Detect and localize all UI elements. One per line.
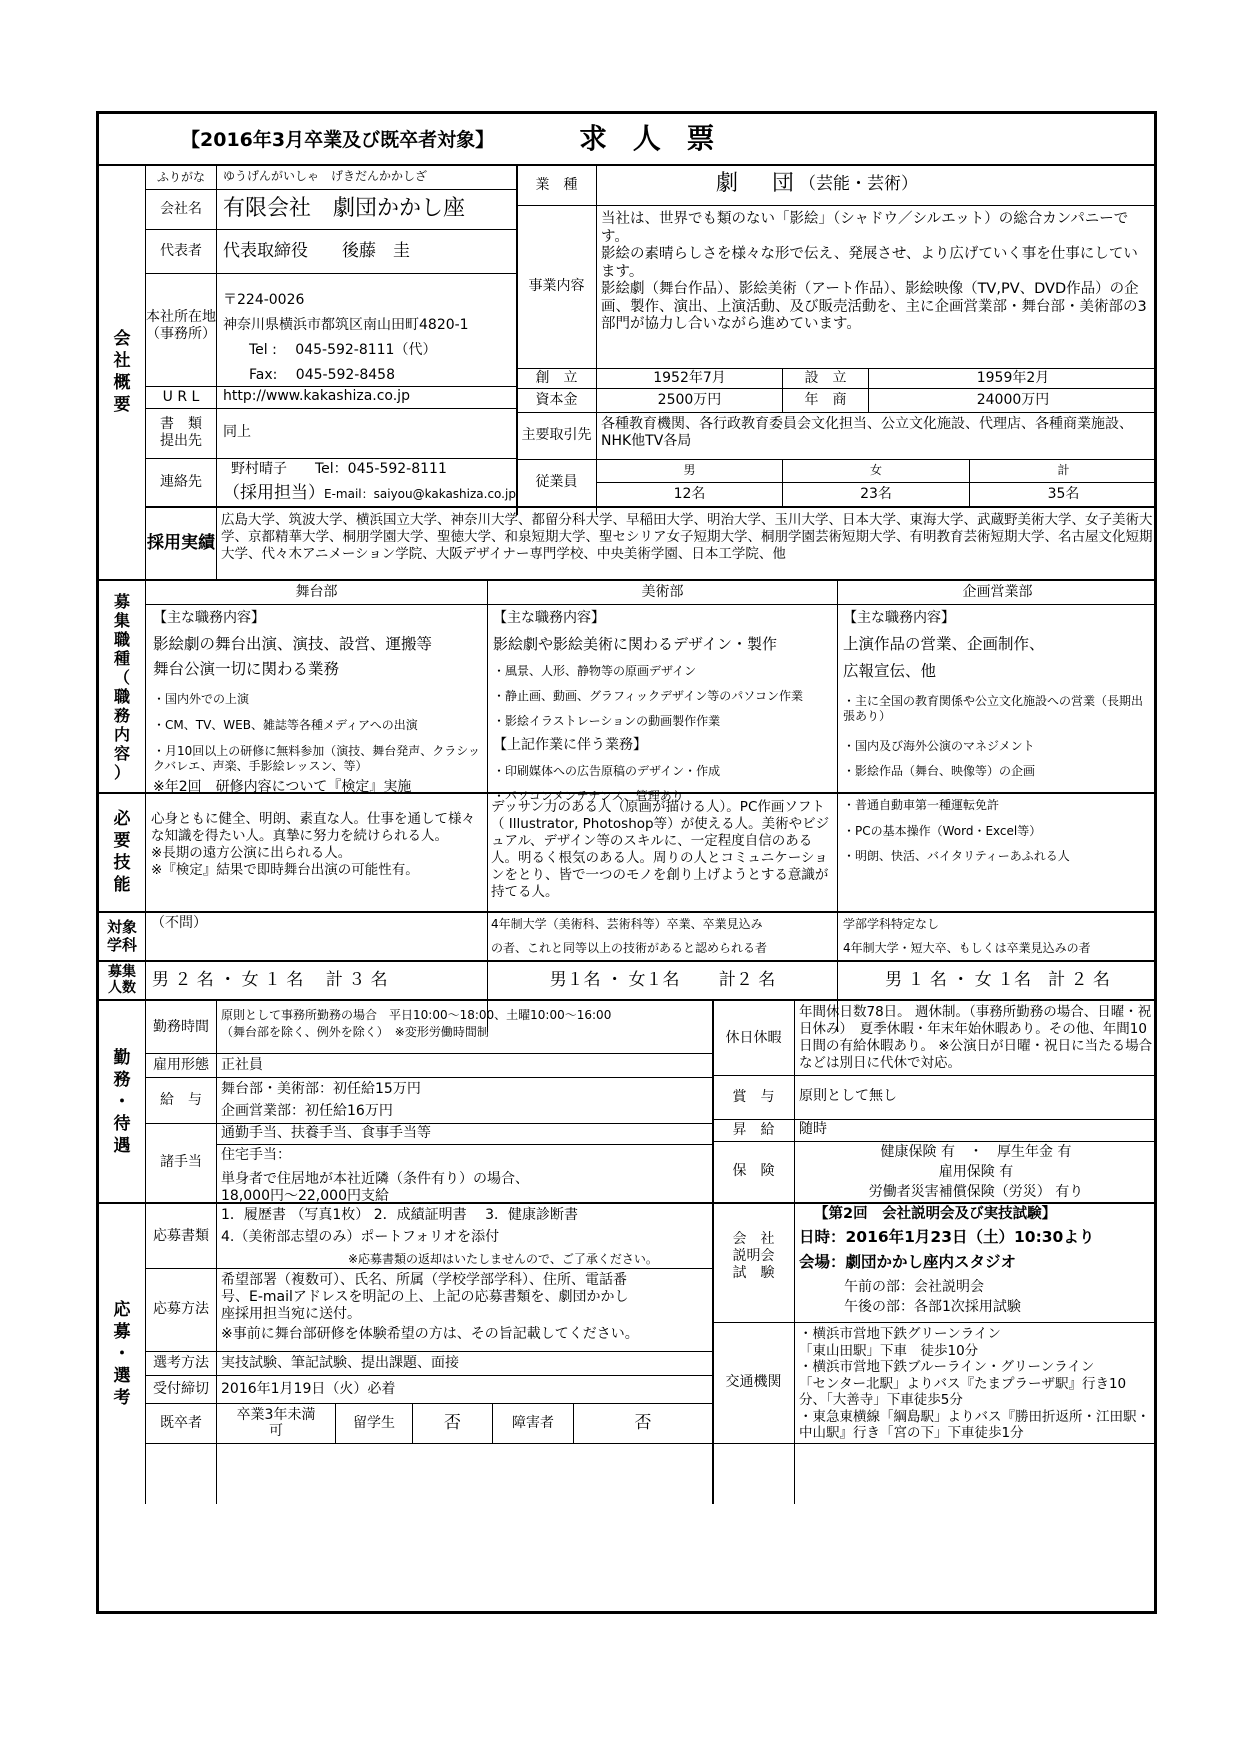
subjects-plan-1: 学部学科特定なし	[843, 917, 940, 931]
deadline-label: 受付締切	[153, 1380, 209, 1397]
intl-value: 否	[444, 1413, 461, 1433]
raise-label: 昇 給	[732, 1121, 775, 1138]
salary-line-1: 舞台部・美術部：初任給15万円	[221, 1081, 421, 1097]
info-line-1: 【第2回 会社説明会及び実技試験】	[814, 1206, 1057, 1222]
revenue-label: 年 商	[804, 391, 847, 408]
insurance-line-1: 健康保険 有 ・ 厚生年金 有	[880, 1143, 1072, 1160]
disabled-label: 障害者	[512, 1414, 554, 1431]
rep-label: 代表者	[160, 242, 202, 259]
art-l1: 影絵劇や影絵美術に関わるデザイン・製作	[493, 635, 777, 653]
industry-label: 業 種	[535, 176, 578, 193]
headcount-plan: 男 １ 名 ・ 女 １名 計 ２ 名	[885, 970, 1110, 990]
page-title: 求 人 票	[579, 122, 723, 155]
art-l7: ・パソコンメンテナンス、管理あり	[493, 789, 684, 803]
salary-line-2: 企画営業部：初任給16万円	[221, 1103, 393, 1119]
stage-l3: ・国内外での上演	[153, 692, 250, 706]
type-label: 雇用形態	[153, 1056, 209, 1073]
selection-value: 実技試験、筆記試験、提出課題、面接	[221, 1355, 459, 1371]
emp-header-total: 計	[1057, 463, 1070, 477]
plan-head: 【主な職務内容】	[843, 610, 955, 626]
headcount-section-label: 募集 人数	[108, 964, 136, 996]
intl-label: 留学生	[353, 1414, 395, 1431]
info-line-2: 日時：2016年1月23日（土）10:30より	[799, 1228, 1095, 1246]
allowance-line-2: 住宅手当：	[221, 1147, 291, 1163]
bonus-label: 賞 与	[732, 1088, 775, 1105]
art-l5: 【上記作業に伴う業務】	[493, 737, 647, 753]
subjects-stage: （不問）	[151, 915, 207, 931]
contact-email: E-mail：saiyou@kakashiza.co.jp	[324, 487, 516, 501]
subjects-art-2: の者、これと同等以上の技術があると認められる者	[491, 941, 768, 955]
subjects-plan-2: 4年制大学・短大卒、もしくは卒業見込みの者	[843, 941, 1091, 955]
art-l4: ・影絵イラストレーションの動画製作作業	[493, 714, 721, 728]
docs-value: 同上	[223, 424, 251, 440]
job-offer-sheet	[96, 111, 1157, 1614]
apply-docs-1: 1．履歴書 （写真1枚） 2．成績証明書 3．健康診断書	[221, 1207, 578, 1223]
plan-l4: ・国内及び海外公演のマネジメント	[843, 739, 1035, 753]
established-value: 1959年2月	[976, 369, 1050, 386]
plan-l2: 広報宣伝、他	[843, 662, 937, 680]
apply-docs-2: 4.（美術部志望のみ）ポートフォリオを添付	[221, 1229, 500, 1245]
clients-label: 主要取引先	[521, 427, 592, 443]
established-label: 設 立	[804, 369, 847, 386]
furigana-label: ふりがな	[156, 169, 205, 184]
art-l2: ・風景、人形、静物等の原画デザイン	[493, 664, 697, 678]
stage-l2: 舞台公演一切に関わる業務	[153, 660, 340, 678]
hours-line-1: 原則として事務所勤務の場合 平日10:00～18:00、土曜10:00～16:00	[221, 1008, 612, 1022]
company-name: 有限会社 劇団かかし座	[223, 196, 466, 221]
insurance-label: 保 険	[732, 1163, 775, 1179]
stage-l1: 影絵劇の舞台出演、演技、設営、運搬等	[153, 635, 433, 653]
allowance-line-3: 単身者で住居地が本社近隣（条件有り）の場合、	[221, 1171, 529, 1187]
art-head: 【主な職務内容】	[493, 610, 605, 626]
hours-label: 勤務時間	[153, 1018, 209, 1035]
skills-art: デッサン力のある人（原画が描ける人）。PC作画ソフト（ Illustrator, Photoshop等）が使える人。美術やビジュアル、デザイン等のスキルに、一定程度自信のある人。明るく根気のある人。周りの人とコミュニケーションをとり、皆で一つのモノを創り上げようとする意識が持てる人。	[491, 799, 830, 900]
salary-label: 給 与	[160, 1091, 202, 1108]
emp-header-female: 女	[869, 463, 882, 477]
emp-value-male: 12名	[673, 485, 706, 502]
art-l6: ・印刷媒体への広告原稿のデザイン・作成	[493, 764, 721, 778]
employees-label: 従業員	[535, 474, 578, 490]
selection-label: 選考方法	[153, 1354, 209, 1371]
bonus-value: 原則として無し	[799, 1088, 897, 1104]
address-value: 神奈川県横浜市都筑区南山田町4820-1	[223, 317, 469, 333]
docs-label: 書 類 提出先	[160, 416, 202, 449]
stage-head: 【主な職務内容】	[153, 610, 265, 626]
hours-line-2: （舞台部を除く、例外を除く） ※変形労働時間制	[221, 1025, 489, 1039]
disabled-value: 否	[634, 1413, 652, 1433]
url-label: U R L	[162, 388, 200, 405]
skills-section-label: 必 要 技 能	[113, 809, 131, 895]
info-line-3: 会場：劇団かかし座内スタジオ	[799, 1253, 1017, 1271]
contact-label: 連絡先	[160, 473, 202, 490]
info-line-5: 午後の部：各部1次採用試験	[844, 1299, 1021, 1315]
skills-plan-3: ・明朗、快活、バイタリティーあふれる人	[843, 849, 1070, 863]
contact-name: 野村晴子 Tel：045-592-8111	[231, 461, 447, 477]
work-section-label: 勤 務 ・ 待 遇	[113, 1047, 131, 1156]
industry-main: 劇 団	[716, 171, 801, 196]
holiday-value: 年間休日数78日。 週休制。（事務所勤務の場合、日曜・祝日休み） 夏季休暇・年末年始休暇あり。その他、年間10日間の有給休暇あり。 ※公演日が日曜・祝日に当たる場合などは別日に代休で対応。	[799, 1004, 1153, 1071]
info-line-4: 午前の部：会社説明会	[844, 1279, 984, 1295]
raise-value: 随時	[799, 1121, 827, 1137]
business-value: 当社は、世界でも類のない「影絵」（シャドウ／シルエット）の総合カンパニーです。 影絵の素晴らしさを様々な形で伝え、発展させ、より広げていく事を仕事にしています。 影絵劇（舞台作品）、影絵美術（アート作品）、影絵映像（TV,PV、DVD作品）の企画、製作、演出、上演活動、及び販売活動を、主に企画営業部・舞台部・美術部の3部門が協力し合いながら進めています。	[601, 211, 1147, 332]
address-label: 本社所在地 （事務所）	[146, 309, 216, 342]
jobs-section-label: 募 集 職 種 （ 職 務 内 容 ）	[113, 591, 130, 782]
apply-docs-3: ※応募書類の返却はいたしませんので、ご了承ください。	[348, 1252, 658, 1266]
founded-value: 1952年7月	[653, 369, 726, 386]
plan-l5: ・影絵作品（舞台、映像等）の企画	[843, 764, 1036, 778]
plan-l1: 上演作品の営業、企画制作、	[843, 635, 1045, 653]
hires-label: 採用実績	[147, 533, 215, 553]
stage-l5: ・月10回以上の研修に無料参加（演技、舞台発声、クラシックバレエ、声楽、手影絵レッスン、等）	[153, 744, 481, 773]
insurance-line-3: 労働者災害補償保険（労災） 有り	[868, 1183, 1084, 1200]
skills-plan-2: ・PCの基本操作（Word・Excel等）	[843, 824, 1042, 838]
contact-role: （採用担当）	[223, 483, 325, 503]
type-value: 正社員	[221, 1057, 263, 1073]
industry-sub: （芸能・芸術）	[799, 174, 918, 194]
method-line-2: ※事前に舞台部研修を体験希望の方は、その旨記載してください。	[221, 1326, 639, 1342]
info-session-label: 会 社 説明会 試 験	[732, 1230, 775, 1281]
founded-label: 創 立	[535, 369, 578, 386]
art-l3: ・静止画、動画、グラフィックデザイン等のパソコン作業	[493, 689, 803, 703]
dept-header-stage: 舞台部	[295, 583, 338, 600]
emp-header-male: 男	[683, 463, 696, 477]
skills-plan-1: ・普通自動車第一種運転免許	[843, 798, 1000, 812]
stage-l6: ※年2回 研修内容について『検定』実施	[153, 779, 412, 795]
apply-section-label: 応 募 ・ 選 考	[113, 1300, 131, 1408]
revenue-value: 24000万円	[976, 391, 1050, 408]
hires-value: 広島大学、筑波大学、横浜国立大学、神奈川大学、都留分科大学、早稲田大学、明治大学、玉川大学、日本大学、東海大学、武蔵野美術大学、女子美術大学、京都精華大学、桐朋学園大学、聖徳大学、和泉短期大学、聖セシリア女子短期大学、桐朋学園芸術短期大学、有明教育芸術短期大学、名古屋文化短期大学、代々木アニメーション学院、大阪デザイナー専門学校、中央美術学園、日本工学院、他	[221, 512, 1153, 562]
method-line-1: 希望部署（複数可）、氏名、所属（学校学部学科）、住所、電話番号、E-mailアドレスを明記の上、上記の応募書類を、劇団かかし座採用担当宛に送付。	[221, 1272, 629, 1322]
url-value[interactable]: http://www.kakashiza.co.jp	[223, 388, 410, 404]
allowance-line-4: 18,000円～22,000円支給	[221, 1188, 389, 1204]
tel-value: Tel : 045-592-8111（代）	[249, 342, 437, 358]
headcount-stage: 男 ２ 名 ・ 女 １ 名 計 ３ 名	[152, 970, 388, 990]
method-label: 応募方法	[153, 1301, 209, 1317]
business-label: 事業内容	[528, 278, 585, 294]
emp-value-total: 35名	[1047, 485, 1080, 502]
emp-value-female: 23名	[860, 485, 892, 502]
graduate-value: 卒業3年未満 可	[236, 1407, 316, 1439]
holiday-label: 休日休暇	[725, 1029, 782, 1046]
company-name-label: 会社名	[160, 200, 202, 217]
stage-l4: ・CM、TV、WEB、雑誌等各種メディアへの出演	[153, 718, 418, 732]
clients-value: 各種教育機関、各行政教育委員会文化担当、公立文化施設、代理店、各種商業施設、NHK他TV各局	[601, 416, 1133, 449]
transit-value: ・横浜市営地下鉄グリーンライン 「東山田駅」下車 徒歩10分 ・横浜市営地下鉄ブルーライン・グリーンライン 「センター北駅」よりバス『たまプラーザ駅』行き10分、「大善寺」下車徒歩5分 ・東急東横線「綱島駅」よりバス『勝田折返所・江田駅・中山駅』行き「宮の下」下車徒歩1分	[799, 1326, 1150, 1441]
dept-header-plan: 企画営業部	[962, 583, 1033, 600]
transit-label: 交通機関	[725, 1374, 782, 1390]
plan-l3: ・主に全国の教育関係や公立文化施設への営業（長期出張あり）	[843, 694, 1144, 723]
capital-value: 2500万円	[657, 391, 722, 408]
headcount-art: 男１名 ・ 女１名 計２ 名	[549, 970, 776, 990]
insurance-line-2: 雇用保険 有	[938, 1163, 1014, 1180]
allowance-label: 諸手当	[160, 1154, 202, 1170]
title-prefix: 【2016年3月卒業及び既卒者対象】	[181, 129, 495, 151]
capital-label: 資本金	[535, 391, 578, 408]
deadline-value: 2016年1月19日（火）必着	[221, 1381, 396, 1397]
fax-value: Fax: 045-592-8458	[249, 367, 395, 383]
subjects-section-label: 対象 学科	[106, 918, 137, 954]
rep-value: 代表取締役 後藤 圭	[223, 241, 410, 261]
postal-code: 〒224-0026	[223, 292, 305, 308]
allowance-line-1: 通勤手当、扶養手当、食事手当等	[221, 1125, 431, 1141]
apply-docs-label: 応募書類	[153, 1227, 209, 1244]
skills-stage: 心身ともに健全、明朗、素直な人。仕事を通して様々な知識を得たい人。真摯に努力を続けられる人。 ※長期の遠方公演に出られる人。 ※『検定』結果で即時舞台出演の可能性有。	[151, 811, 475, 878]
subjects-art-1: 4年制大学（美術科、芸術科等）卒業、卒業見込み	[491, 917, 763, 931]
furigana-value: ゆうげんがいしゃ げきだんかかしざ	[223, 169, 428, 183]
graduate-label: 既卒者	[160, 1414, 202, 1431]
company-section-label: 会 社 概 要	[113, 329, 131, 415]
dept-header-art: 美術部	[641, 583, 684, 600]
